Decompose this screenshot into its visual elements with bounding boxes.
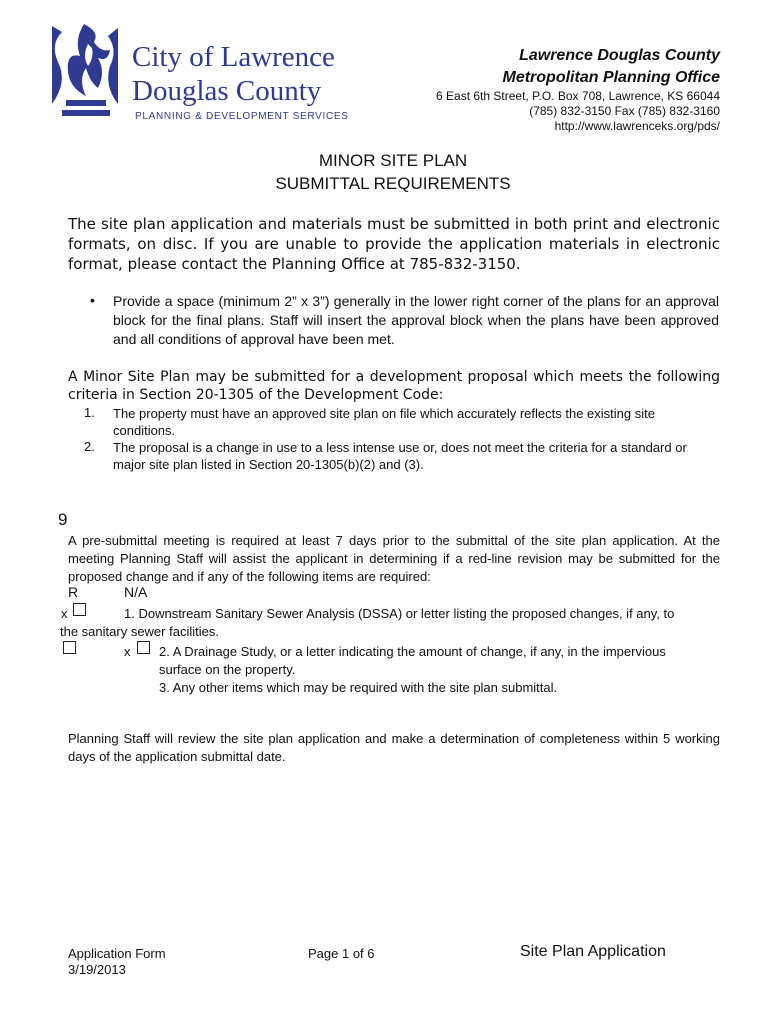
office-name-line2: Metropolitan Planning Office — [502, 69, 720, 86]
item2-text-continued: surface on the property. — [159, 662, 296, 677]
logo-title-line1: City of Lawrence — [132, 41, 335, 73]
criteria-number: 2. — [84, 439, 95, 454]
office-url[interactable]: http://www.lawrenceks.org/pds/ — [554, 119, 720, 133]
presubmittal-paragraph: A pre-submittal meeting is required at least 7 days prior to the submittal of the site plan application. At the meeting Planning Staff will assist the applicant in determining if a red-line revision may be submitted for the proposed change and if any of the following items are required: — [68, 533, 720, 584]
item1-na-checkbox[interactable] — [73, 603, 86, 616]
logo-subtitle: PLANNING & DEVELOPMENT SERVICES — [135, 111, 349, 122]
item2-text: 2. A Drainage Study, or a letter indicating the amount of change, if any, in the impervious — [159, 644, 666, 659]
office-address: 6 East 6th Street, P.O. Box 708, Lawrence, KS 66044 — [436, 89, 720, 103]
item1-text-continued: the sanitary sewer facilities. — [60, 624, 219, 639]
document-title-line1: MINOR SITE PLAN — [318, 151, 468, 170]
logo-title-line2: Douglas County — [132, 75, 322, 107]
item3-text: 3. Any other items which may be required with the site plan submittal. — [159, 680, 558, 695]
column-header-required: R — [68, 584, 79, 600]
column-header-not-applicable: N/A — [124, 584, 148, 600]
footer-date: 3/19/2013 — [68, 962, 126, 977]
document-title-line2: SUBMITTAL REQUIREMENTS — [275, 174, 511, 193]
criteria-item: The proposal is a change in use to a less intense use or, does not meet the criteria for a standard or major site plan listed in Section 20-1305(b)(2) and (3). — [113, 440, 687, 472]
city-logo-flame-icon — [48, 22, 122, 118]
criteria-number: 1. — [84, 405, 95, 420]
bullet-icon: • — [90, 292, 95, 308]
footer-page-number: Page 1 of 6 — [308, 946, 375, 961]
item2-na-checkbox[interactable] — [137, 641, 150, 654]
approval-block-bullet: Provide a space (minimum 2” x 3”) generally in the lower right corner of the plans for an approval block for the final plans. Staff will insert the approval block when the plans have been approved and all conditions of approval have been met. — [113, 293, 719, 347]
footer-document-name: Site Plan Application — [520, 943, 666, 960]
intro-paragraph: The site plan application and materials must be submitted in both print and electronic formats, on disc. If you are unable to provide the application materials in electronic format, please contact the Planning Office at 785-832-3150. — [68, 215, 720, 273]
review-paragraph: Planning Staff will review the site plan application and make a determination of completeness within 5 working days of the application submittal date. — [68, 731, 720, 764]
office-name-line1: Lawrence Douglas County — [519, 47, 720, 64]
item2-required-checkbox[interactable] — [63, 641, 76, 654]
stray-mark: 9 — [58, 510, 68, 529]
footer-form-label: Application Form — [68, 946, 166, 961]
item1-required-mark: x — [61, 606, 68, 621]
item2-na-mark: x — [124, 644, 131, 659]
minor-site-plan-paragraph: A Minor Site Plan may be submitted for a development proposal which meets the following criteria in Section 20-1305 of the Development Code: — [68, 369, 720, 403]
criteria-item: The property must have an approved site plan on file which accurately reflects the existing site conditions. — [113, 406, 655, 438]
item1-text: 1. Downstream Sanitary Sewer Analysis (DSSA) or letter listing the proposed changes, if any, to — [124, 606, 675, 621]
office-phone: (785) 832-3150 Fax (785) 832-3160 — [529, 104, 720, 118]
